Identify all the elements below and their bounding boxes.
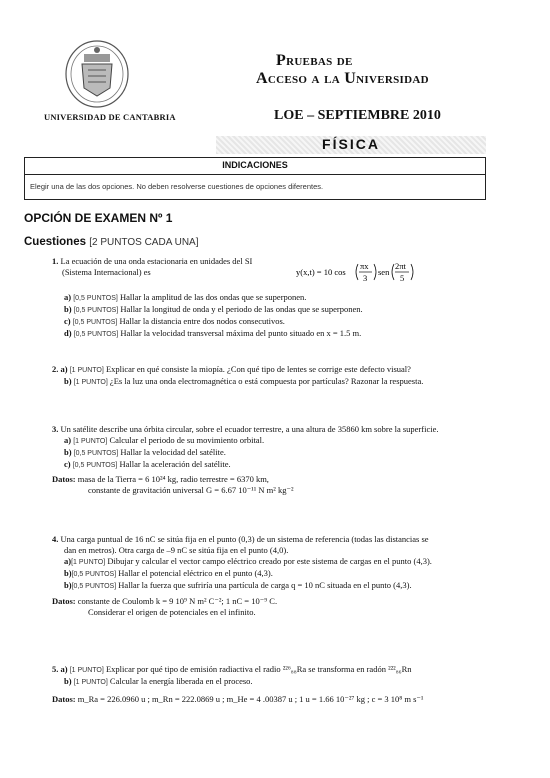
svg-text:3: 3 <box>363 273 368 283</box>
q5-item-b: b) [1 PUNTO] Calcular la energía liberada en el proceso. <box>64 676 253 686</box>
q1-item-c: c) [0,5 PUNTOS] Hallar la distancia entre dos nodos consecutivos. <box>64 316 285 326</box>
q3-item-c: c) [0,5 PUNTOS] Hallar la aceleración del satélite. <box>64 459 231 469</box>
cuestiones-heading <box>24 236 199 248</box>
university-seal-logo <box>62 38 132 110</box>
svg-text:sen: sen <box>378 267 390 277</box>
cuestiones-note: [2 PUNTOS CADA UNA] <box>89 237 199 248</box>
q4-datos-label: Datos: <box>52 596 76 606</box>
q4-intro2: dan en metros). Otra carga de –9 nC se sitúa fija en el punto (4,0). <box>64 545 289 555</box>
q5-block <box>52 664 412 688</box>
q4-block <box>52 534 520 592</box>
q2-item-b: b) [1 PUNTO] ¿Es la luz una onda electromagnética o está compuesta por partículas? Razonar la respuesta. <box>64 376 424 386</box>
q1-item-b: b) [0,5 PUNTOS] Hallar la longitud de onda y el periodo de las ondas que se superponen. <box>64 304 363 314</box>
q1-number: 1. <box>52 256 59 266</box>
q5-datos <box>52 694 423 705</box>
q5-item-a: 5. a) [1 PUNTO] Explicar por qué tipo de emisión radiactiva el radio ²²⁶₈₈Ra se transforma en radón ²²²₈₆Rn <box>52 664 412 674</box>
q3-block <box>52 424 438 471</box>
title-line2: Acceso a la Universidad <box>256 70 429 87</box>
svg-text:πx: πx <box>360 261 369 271</box>
title-line1: Pruebas de <box>276 52 353 69</box>
q3-intro: 3. Un satélite describe una órbita circular, sobre el ecuador terrestre, a una altura de 35860 km sobre la superficie. <box>52 424 439 434</box>
svg-text:2πt: 2πt <box>395 261 406 271</box>
q4-intro1: 4. Una carga puntual de 16 nC se sitúa fija en el punto (0,3) de un sistema de referencia (todas las distancias se <box>52 534 429 544</box>
indicaciones-text: Elegir una de las dos opciones. No deben resolverse cuestiones de opciones diferentes. <box>30 182 324 191</box>
q1-item-d: d) [0,5 PUNTOS] Hallar la velocidad transversal máxima del punto situado en x = 1.5 m. <box>64 328 362 338</box>
q1-items <box>64 292 363 340</box>
q5-datos-label: Datos: <box>52 694 76 704</box>
q2-item-a: 2. a) [1 PUNTO] Explicar en qué consiste la miopía. ¿Con qué tipo de lentes se corrige este defecto visual? <box>52 364 411 374</box>
q1-line1: La ecuación de una onda estacionaria en unidades del SI <box>60 256 253 266</box>
subject-title: FÍSICA <box>322 136 380 152</box>
q3-item-a: a) [1 PUNTO] Calcular el periodo de su movimiento orbital. <box>64 435 265 445</box>
q4-item-b2: b)[0,5 PUNTOS] Hallar la fuerza que sufriría una partícula de carga q = 10 nC situada en el punto (4,3). <box>64 580 412 590</box>
q4-item-a: a)[1 PUNTO] Dibujar y calcular el vector campo eléctrico creado por este sistema de cargas en el punto (4,3). <box>64 556 432 566</box>
university-name: UNIVERSIDAD DE CANTABRIA <box>44 112 176 122</box>
q3-datos-line1: masa de la Tierra = 6 10²⁴ kg, radio terrestre = 6370 km, <box>77 474 269 484</box>
svg-text:5: 5 <box>400 273 405 283</box>
q1-equation <box>296 258 406 284</box>
exam-session: LOE – SEPTIEMBRE 2010 <box>274 108 441 123</box>
q4-datos-line1: constante de Coulomb k = 9 10⁹ N m² C⁻²; 1 nC = 10⁻⁹ C. <box>77 596 278 606</box>
option-title: OPCIÓN DE EXAMEN Nº 1 <box>24 211 173 225</box>
q3-datos-line2: constante de gravitación universal G = 6.67 10⁻¹¹ N m² kg⁻² <box>88 485 294 495</box>
q1-item-a: a) [0,5 PUNTOS] Hallar la amplitud de las dos ondas que se superponen. <box>64 292 307 302</box>
q2-block <box>52 364 423 388</box>
q5-datos-line1: m_Ra = 226.0960 u ; m_Rn = 222.0869 u ; m_He = 4 .00387 u ; 1 u = 1.66 10⁻²⁷ kg ; c = 3 10⁸ m s⁻¹ <box>77 694 424 704</box>
q4-datos <box>52 596 277 618</box>
q1-stem <box>52 256 252 278</box>
q3-datos-label: Datos: <box>52 474 76 484</box>
q3-item-b: b) [0,5 PUNTOS] Hallar la velocidad del satélite. <box>64 447 226 457</box>
indicaciones-divider <box>24 174 486 175</box>
svg-text:y(x,t) = 10 cos: y(x,t) = 10 cos <box>296 267 346 277</box>
q4-datos-line2: Considerar el origen de potenciales en el infinito. <box>88 607 256 617</box>
q4-item-b: b)[0,5 PUNTOS] Hallar el potencial eléctrico en el punto (4,3). <box>64 568 273 578</box>
indicaciones-title: INDICACIONES <box>222 160 288 170</box>
cuestiones-title: Cuestiones <box>24 236 86 248</box>
q1-line2: (Sistema Internacional) es <box>62 267 151 277</box>
q3-datos <box>52 474 294 496</box>
